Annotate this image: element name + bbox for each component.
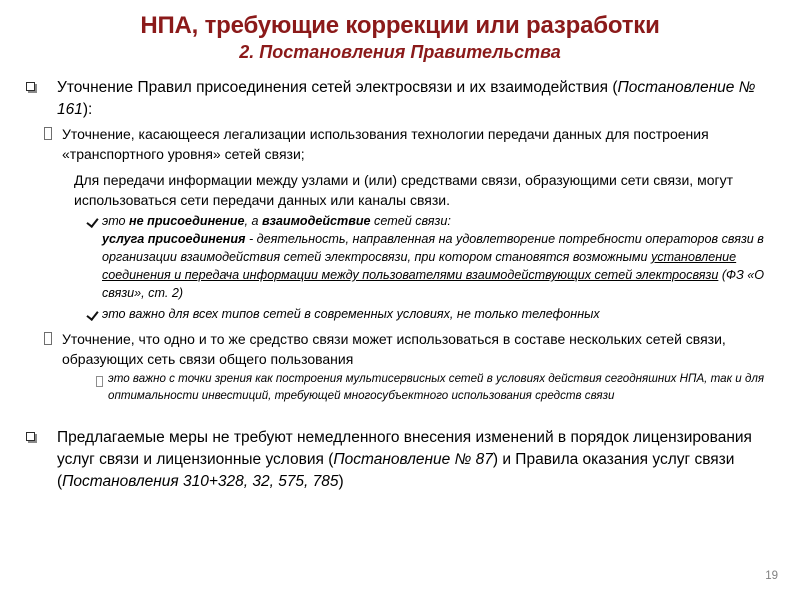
bullet2-text-c: ): [338, 472, 344, 490]
slide-number: 19: [765, 570, 778, 582]
checkmark-bullet-icon: [26, 306, 102, 326]
c1-seg7: - деятельность, направленная на удовлетворение потребности операторов связи в организации взаимодействия сетей электросвязи, при котором становятся возможными: [102, 232, 764, 265]
c1-seg1: это: [102, 214, 130, 229]
c1-seg2-emphasis: не присоединение: [129, 214, 245, 229]
bullet-level4-text: это важно с точки зрения как построения мультисервисных сетей в условиях действия сегодняшних НПА, так и для оптимальности инвестиций, требующей многосубъектного использования средств связи: [108, 372, 765, 403]
c1-seg8-underlined: установление соединения и передача информации между пользователями взаимодействующих сетей электросвязи: [102, 250, 737, 282]
bullet2-text-b: ) и Правила оказания услуг связи (: [57, 450, 735, 490]
square-bullet-icon: [26, 77, 57, 98]
indented-paragraph: Для передачи информации между узлами и (или) средствами связи, образующими сети связи, могут использоваться сети передачи данных или каналы связи.: [74, 171, 734, 209]
c1-seg4-emphasis: взаимодействие: [262, 214, 371, 229]
bullet1-text-a: Уточнение Правил присоединения сетей электросвязи и их взаимодействия (: [57, 79, 618, 97]
bullet-item-level4: [26, 371, 774, 405]
bullet-level3-text: [102, 213, 774, 302]
c1-seg6-emphasis: услуга присоединения: [102, 232, 246, 247]
c1-seg5: сетей связи:: [370, 214, 451, 229]
bullet-level2-text: Уточнение, что одно и то же средство связи может использоваться в составе нескольких сетей связи, образующих сеть связи общего пользования: [62, 330, 726, 368]
tofu-small-bullet-icon: [26, 371, 108, 391]
bullet-item-level1: [26, 77, 774, 121]
title-line-secondary: 2. Постановления Правительства: [239, 41, 561, 62]
c1-seg3: , а: [244, 214, 262, 229]
tofu-bullet-icon: [26, 124, 62, 144]
tofu-bullet-icon: [26, 329, 62, 349]
bullet-item-level2-second: [26, 329, 774, 370]
checkmark-bullet-icon: [26, 213, 102, 233]
slide-body: [0, 63, 800, 493]
bullet-level2-text: Уточнение, касающееся легализации использования технологии передачи данных для построения «транспортного уровня» сетей связи;: [62, 126, 709, 163]
slide-title: [0, 0, 800, 63]
bullet-item-level3-second: [26, 306, 774, 326]
bullet-level1-text: [57, 77, 774, 121]
title-line-primary: НПА, требующие коррекции или разработки: [140, 12, 660, 39]
square-bullet-icon: [26, 427, 57, 448]
bullet-item-level2: [26, 124, 774, 165]
bullet2-reference-2: Постановления 310+328, 32, 575, 785: [62, 472, 339, 490]
bullet1-text-b: ):: [82, 101, 93, 119]
bullet-level3-text: это важно для всех типов сетей в современных условиях, не только телефонных: [102, 306, 600, 321]
bullet1-reference: Постановление № 161: [57, 79, 756, 119]
bullet-item-level3-first: [26, 213, 774, 302]
bullet-final-text: [57, 427, 774, 493]
bullet2-text-a: Предлагаемые меры не требуют немедленного внесения изменений в порядок лицензирования услуг связи и лицензионные условия (: [57, 428, 752, 468]
c1-seg9: (ФЗ «О связи», ст. 2): [102, 268, 765, 300]
bullet-item-level1-final: [26, 427, 774, 493]
bullet2-reference-1: Постановление № 87: [333, 450, 493, 468]
